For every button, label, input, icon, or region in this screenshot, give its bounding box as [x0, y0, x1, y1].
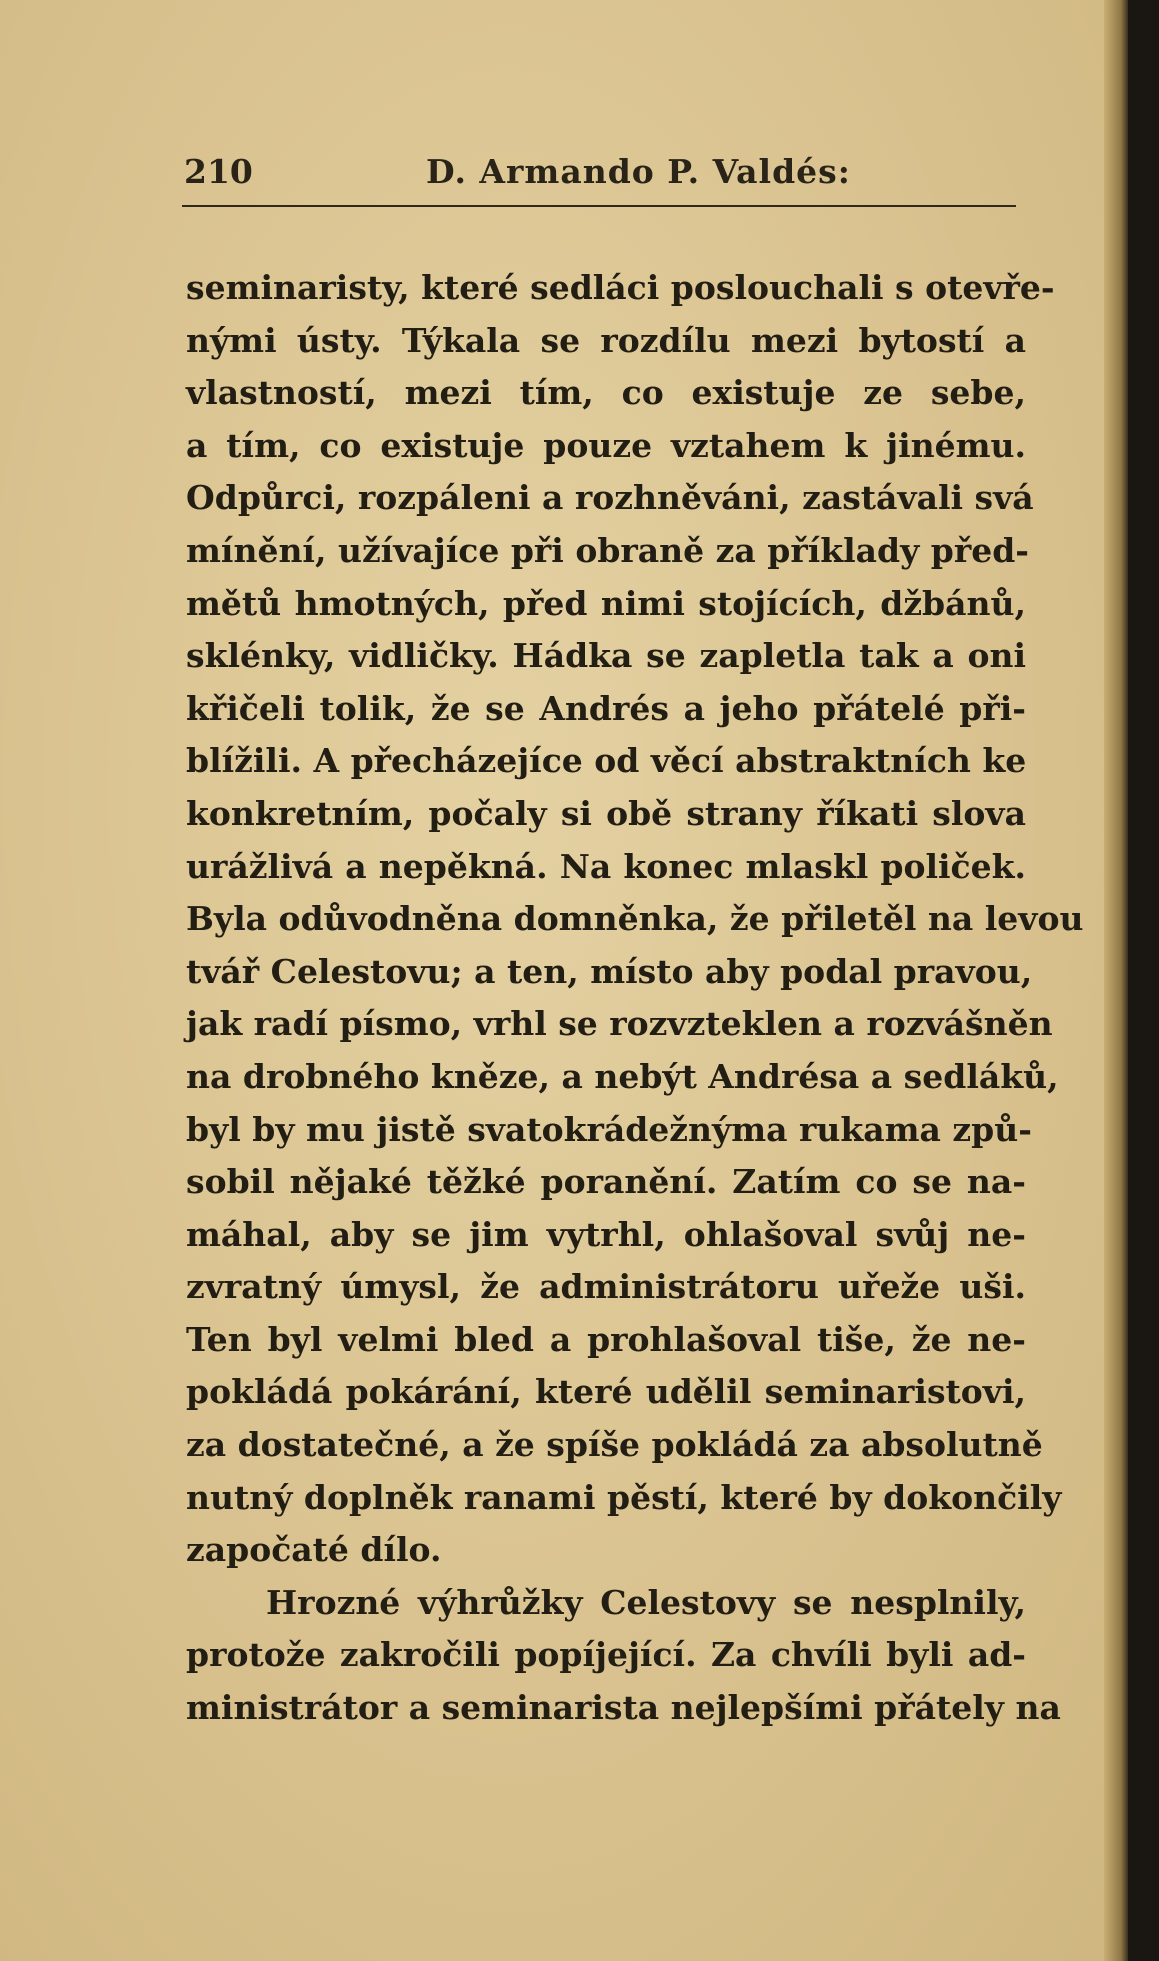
text-line: konkretním, počaly si obě strany říkati slova: [186, 793, 1026, 833]
text-line: tvář Celestovu; a ten, místo aby podal pravou,: [186, 951, 1033, 991]
text-line: blížili. A přecházejíce od věcí abstraktních ke: [186, 741, 1027, 781]
text-line: seminaristy, které sedláci poslouchali s otevře-: [186, 268, 1055, 307]
body-text: [186, 262, 1084, 1735]
text-line: jak radí písmo, vrhl se rozvzteklen a rozvášněn: [186, 1004, 1053, 1044]
running-head: [184, 152, 1016, 198]
text-line: protože zakročili popíjející. Za chvíli byli ad-: [186, 1635, 1026, 1675]
text-line: sklénky, vidličky. Hádka se zapletla tak a oni: [186, 636, 1026, 676]
text-line: sobil nějaké těžké poranění. Zatím co se na-: [186, 1162, 1026, 1202]
text-line: zvratný úmysl, že administrátoru uřeže uši.: [186, 1267, 1026, 1307]
text-line: nými ústy. Týkala se rozdílu mezi bytostí a: [186, 320, 1026, 360]
text-line: na drobného kněze, a nebýt Andrésa a sedláků,: [186, 1056, 1059, 1096]
page-number: 210: [184, 152, 253, 191]
text-line: Ten byl velmi bled a prohlašoval tiše, že ne-: [186, 1319, 1026, 1359]
text-line: Byla odůvodněna domněnka, že přiletěl na levou: [186, 899, 1084, 939]
text-line: za dostatečné, a že spíše pokládá za absolutně: [186, 1425, 1043, 1465]
text-line: Odpůrci, rozpáleni a rozhněváni, zastávali svá: [186, 478, 1034, 518]
text-line: byl by mu jistě svatokrádežnýma rukama způ-: [186, 1109, 1032, 1149]
text-line: ministrátor a seminarista nejlepšími přátely na: [186, 1688, 1061, 1728]
text-line: započaté dílo.: [186, 1530, 442, 1570]
running-title: D. Armando P. Valdés:: [426, 152, 851, 191]
book-spine-edge: [1104, 0, 1128, 1961]
text-line: pokládá pokárání, které udělil seminaristovi,: [186, 1372, 1026, 1412]
text-line: křičeli tolik, že se Andrés a jeho přátelé při-: [186, 688, 1026, 728]
text-line: Hrozné výhrůžky Celestovy se nesplnily,: [266, 1582, 1026, 1622]
text-line: urážlivá a nepěkná. Na konec mlaskl poliček.: [186, 846, 1026, 886]
text-line: máhal, aby se jim vytrhl, ohlašoval svůj ne-: [186, 1214, 1026, 1254]
text-line: a tím, co existuje pouze vztahem k jinému.: [186, 425, 1026, 465]
text-line: vlastností, mezi tím, co existuje ze sebe,: [186, 373, 1026, 413]
text-line: mínění, užívajíce při obraně za příklady před-: [186, 530, 1029, 570]
text-line: mětů hmotných, před nimi stojících, džbánů,: [186, 583, 1026, 623]
text-line: nutný doplněk ranami pěstí, které by dokončily: [186, 1477, 1062, 1517]
header-rule: [182, 205, 1016, 207]
